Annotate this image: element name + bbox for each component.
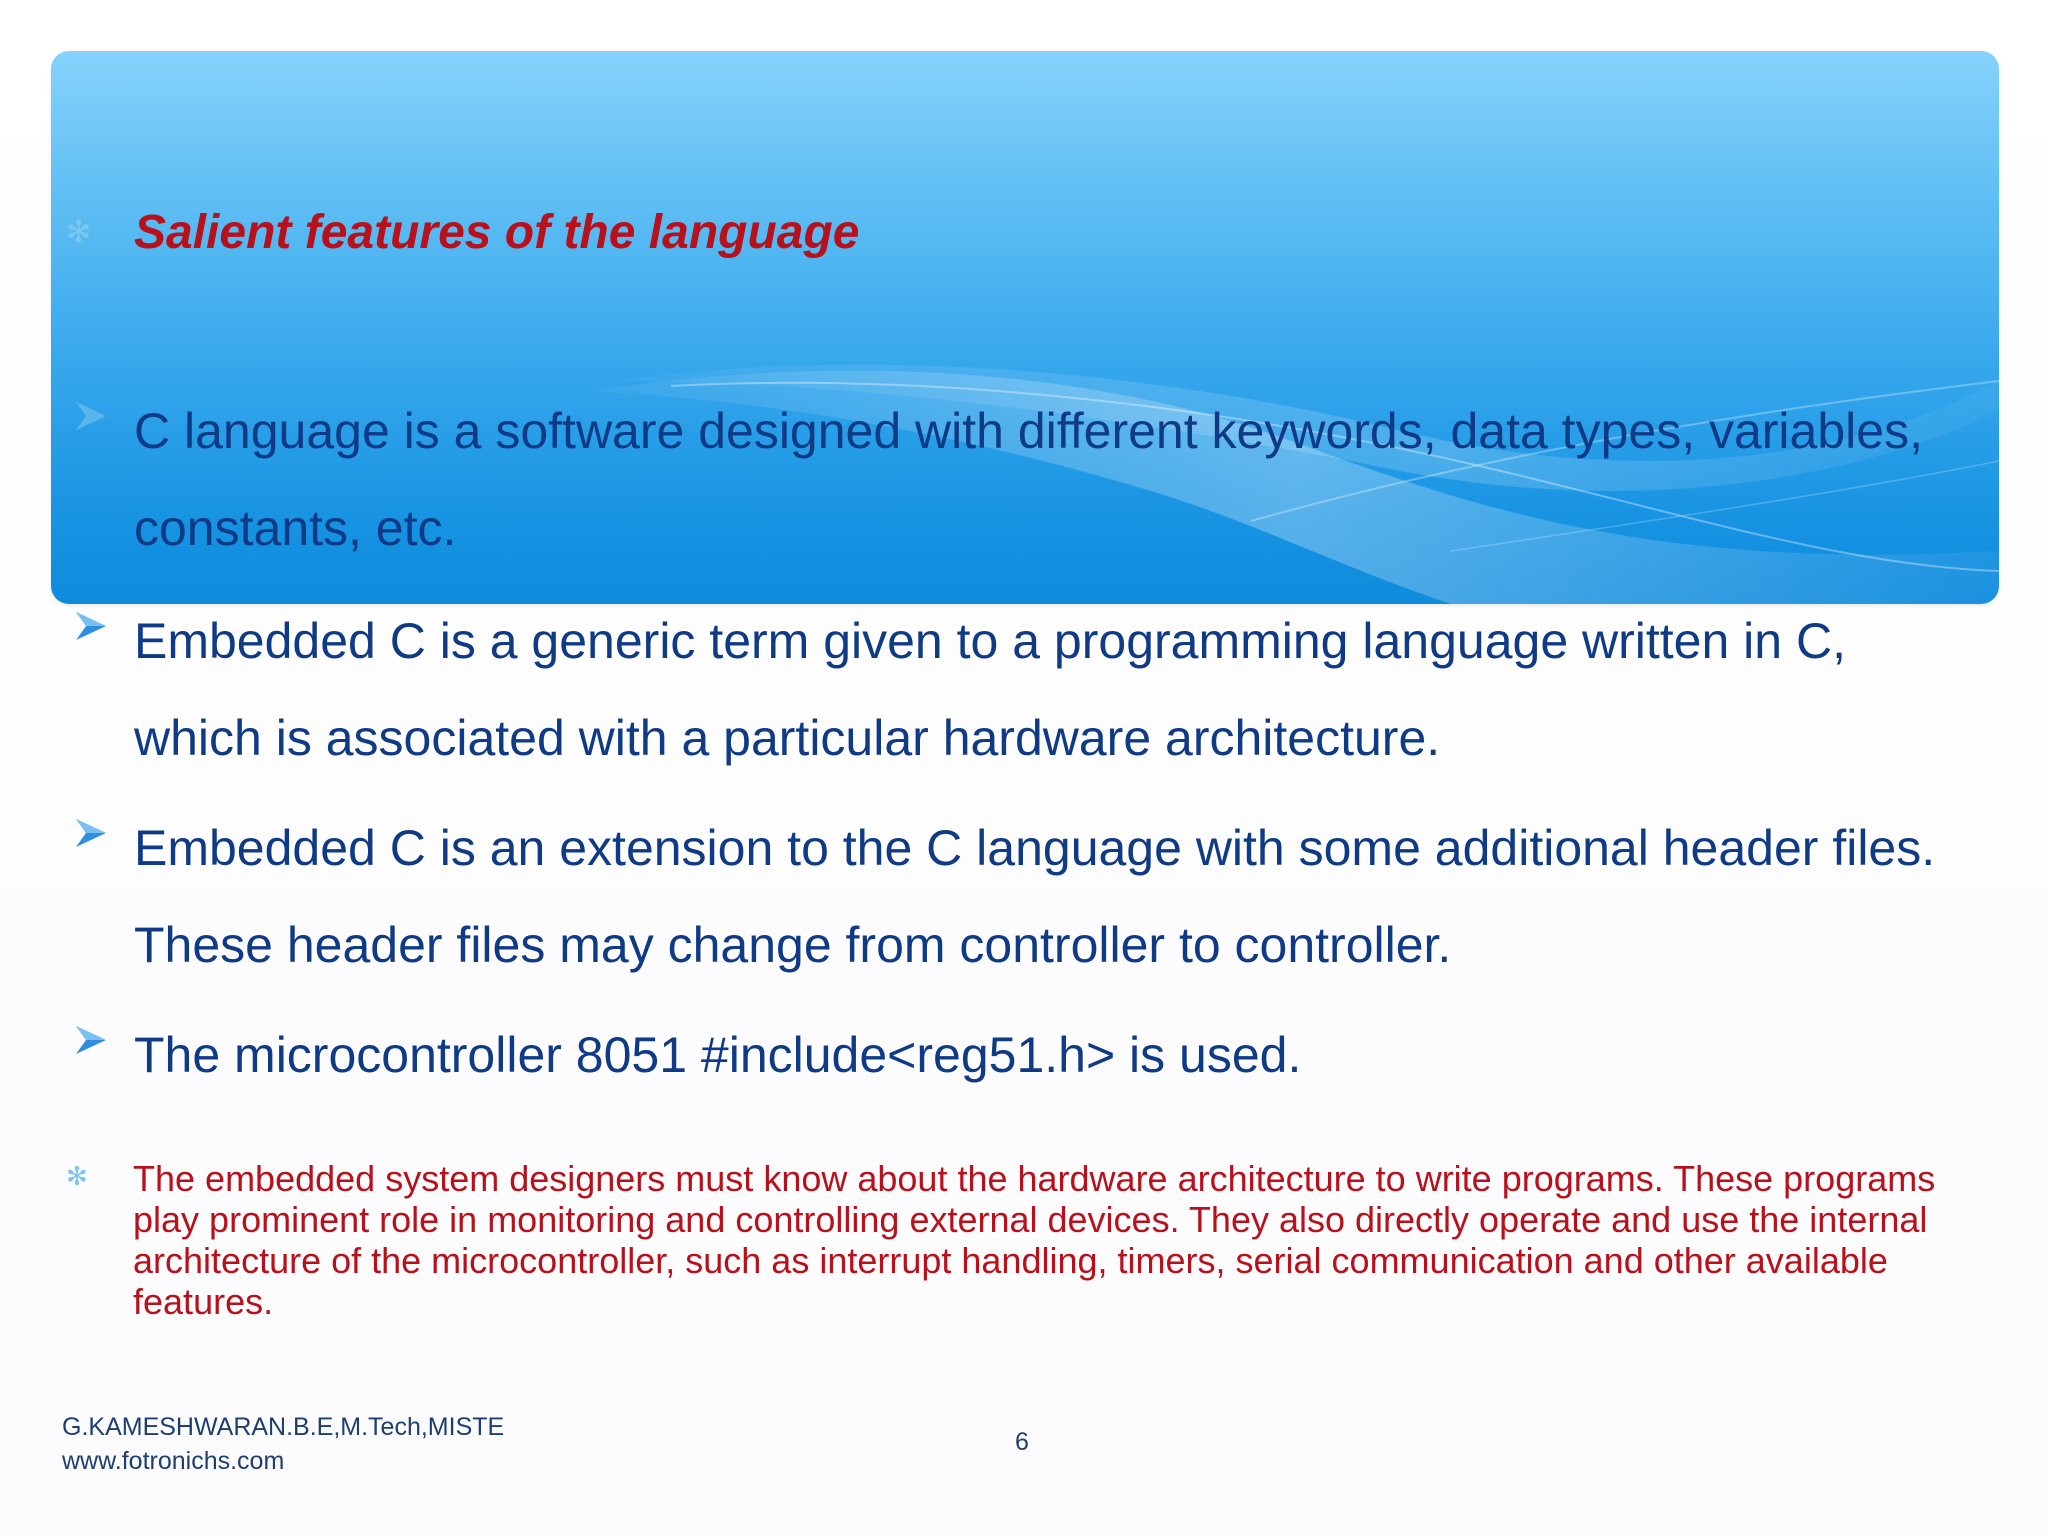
bullet-item <box>72 800 1972 994</box>
footer-credits <box>62 1410 504 1478</box>
bullet-item <box>72 1007 1972 1104</box>
note-paragraph <box>66 1158 1966 1322</box>
asterisk-icon: ✻ <box>66 215 92 250</box>
bullet-text: C language is a software designed with different keywords, data types, variables, constants, etc. <box>134 403 1923 556</box>
slide-title: Salient features of the language <box>134 206 860 259</box>
note-text: The embedded system designers must know about the hardware architecture to write programs. These programs play prominent role in monitoring and controlling external devices. They also directly operate and use the internal architecture of the microcontroller, such as interrupt handling, timers, serial communication and other available features. <box>133 1158 1936 1322</box>
bullet-text: The microcontroller 8051 #include<reg51.h> is used. <box>134 1027 1302 1083</box>
asterisk-icon: ✻ <box>66 1162 88 1192</box>
bullet-item <box>72 593 1972 787</box>
footer-author: G.KAMESHWARAN.B.E,M.Tech,MISTE <box>62 1413 505 1441</box>
footer-website: www.fotronichs.com <box>62 1447 285 1475</box>
bullet-text: Embedded C is an extension to the C language with some additional header files. These header files may change from controller to controller. <box>134 820 1936 973</box>
arrow-bullet-icon <box>72 607 134 655</box>
slide-title-row <box>66 205 859 260</box>
arrow-bullet-icon <box>72 1021 134 1069</box>
page-number: 6 <box>1015 1428 1029 1456</box>
bullet-text: Embedded C is a generic term given to a programming language written in C, which is associated with a particular hardware architecture. <box>134 613 1846 766</box>
bullet-item <box>72 383 1972 577</box>
arrow-bullet-icon <box>72 397 134 445</box>
arrow-bullet-icon <box>72 814 134 862</box>
